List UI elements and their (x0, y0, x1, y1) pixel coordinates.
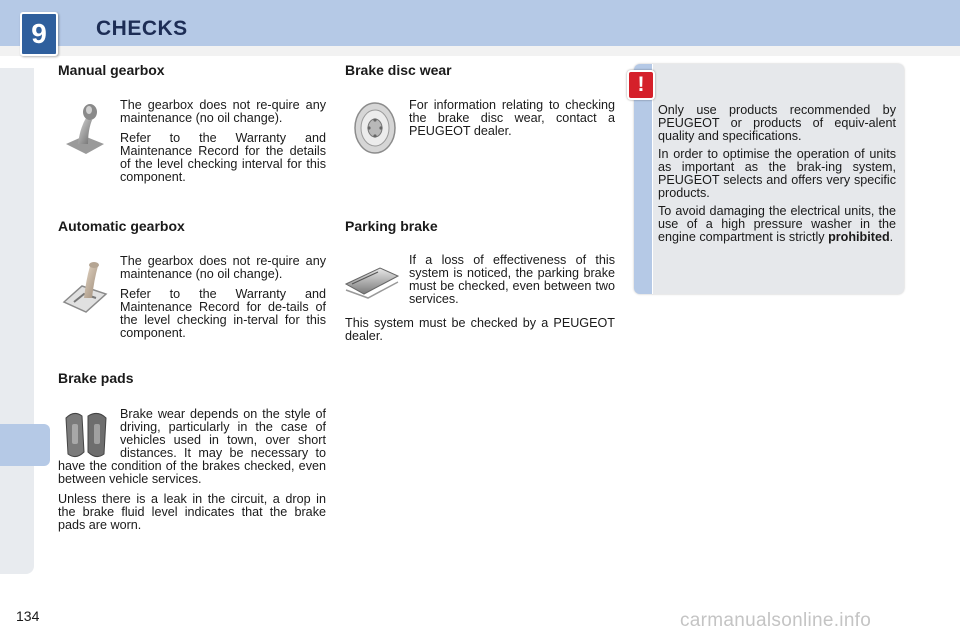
brake-pads-float-spacer (58, 408, 120, 460)
automatic-selector-icon (60, 256, 110, 314)
manual-gearbox-para-2: Refer to the Warranty and Maintenance Record for the details of the level checking interval for this component. (120, 131, 326, 184)
warning-para-3-start: To avoid damaging the electrical units, the use of a high pressure washer in the engine compartment is strictly (658, 204, 896, 244)
automatic-gearbox-para-1: The gearbox does not re-quire any maintenance (no oil change). (120, 254, 326, 281)
parking-brake-text-2 (345, 317, 615, 350)
parking-brake-para-1: If a loss of effectiveness of this system is noticed, the parking brake must be checked, even between two services. (409, 253, 615, 306)
chapter-tab (0, 424, 50, 466)
chapter-title: CHECKS (96, 17, 188, 40)
warning-para-3 (658, 205, 896, 244)
parking-brake-para-2: This system must be checked by a PEUGEOT dealer. (345, 316, 615, 343)
brake-pads-heading: Brake pads (58, 370, 134, 386)
exclamation-icon: ! (627, 70, 655, 100)
parking-brake-text (409, 254, 615, 313)
watermark: carmanualsonline.info (680, 610, 872, 631)
brake-pads-para-2: Unless there is a leak in the circuit, a drop in the brake fluid level indicates that the brake pads are worn. (58, 492, 326, 532)
parking-brake-lever-icon (344, 256, 400, 300)
automatic-gearbox-para-2: Refer to the Warranty and Maintenance Record for de-tails of the level checking in-terval for this component. (120, 287, 326, 340)
brake-disc-wear-para-1: For information relating to checking the brake disc wear, contact a PEUGEOT dealer. (409, 98, 615, 138)
warning-prohibited: prohibited (828, 230, 890, 244)
warning-para-1: Only use products recommended by PEUGEOT or products of equiv-alent quality and specifications. (658, 103, 896, 143)
page-number: 134 (16, 608, 40, 624)
header-strip (0, 46, 960, 56)
brake-disc-wear-heading: Brake disc wear (345, 62, 452, 78)
brake-pads-para-1 (58, 408, 326, 486)
automatic-gearbox-heading: Automatic gearbox (58, 218, 185, 234)
brake-pads-para-1-text: Brake wear depends on the style of driving, particularly in the case of vehicles used in town, over short distances. It may be necessary to have the condition of the brakes checked, even between vehicle services. (58, 407, 326, 486)
warning-para-2: In order to optimise the operation of units as important as the brak-ing system, PEUGEOT selects and offers very specific products. (658, 147, 896, 200)
manual-gearbox-para-1: The gearbox does not re-quire any maintenance (no oil change). (120, 98, 326, 125)
brake-disc-wear-text (409, 99, 615, 145)
warning-text (658, 104, 896, 249)
gear-lever-icon (62, 100, 108, 156)
manual-gearbox-heading: Manual gearbox (58, 62, 165, 78)
brake-pads-text-block (58, 408, 326, 539)
manual-gearbox-text (120, 99, 326, 191)
automatic-gearbox-text (120, 255, 326, 347)
warning-para-3-end: . (889, 230, 894, 244)
left-margin (0, 68, 34, 574)
chapter-number-badge: 9 (20, 12, 58, 56)
parking-brake-heading: Parking brake (345, 218, 438, 234)
brake-disc-icon (350, 100, 400, 156)
